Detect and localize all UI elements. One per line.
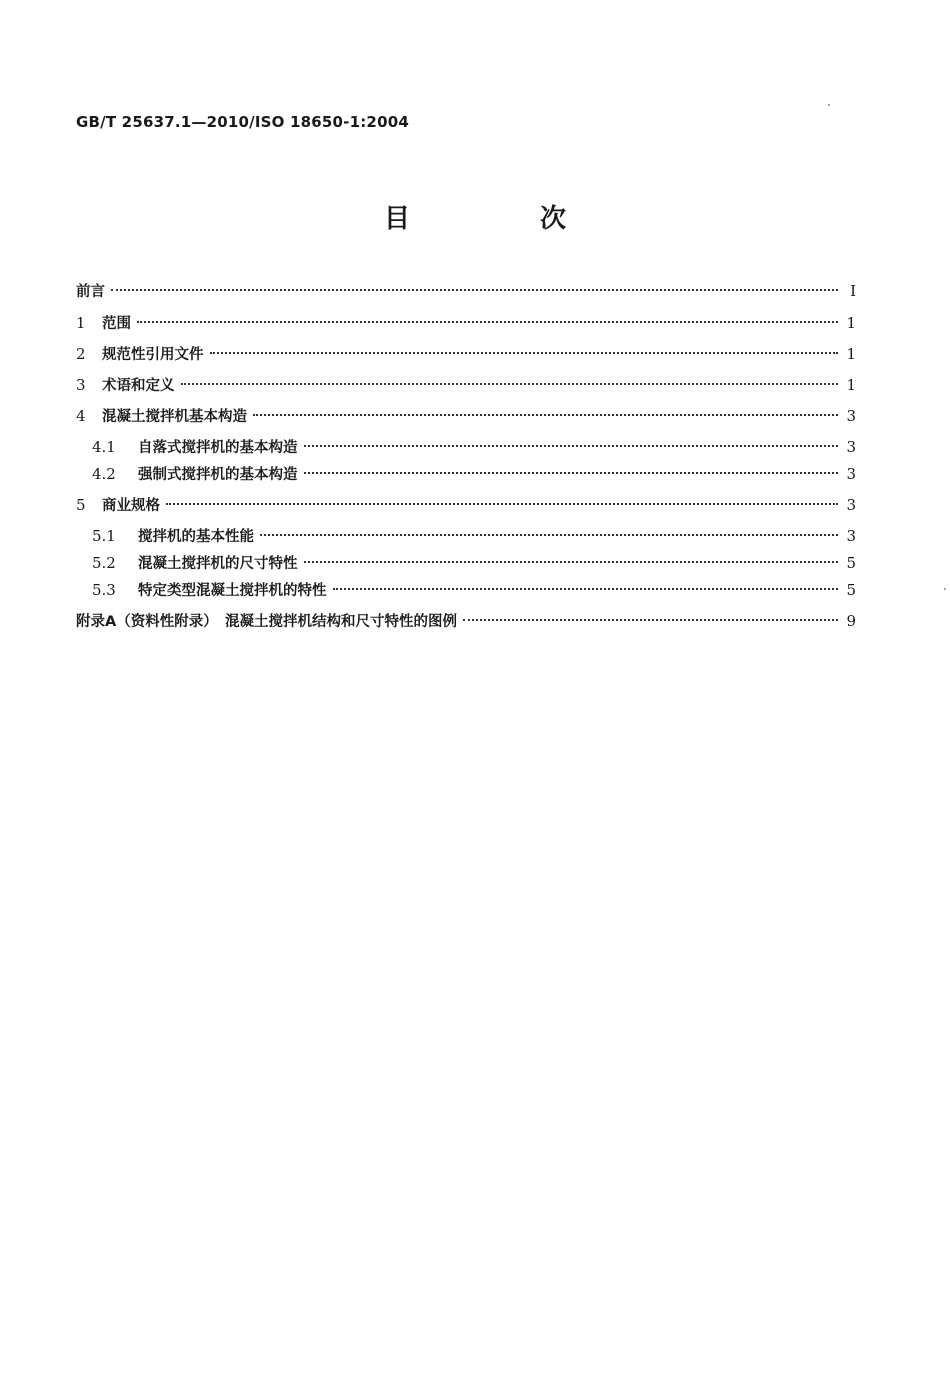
toc-leader	[210, 352, 839, 354]
toc-page-number: 1	[846, 345, 856, 363]
toc-entry-number: 5.2	[92, 554, 116, 572]
toc-leader	[260, 534, 838, 536]
toc-entry-number: 4.1	[92, 438, 116, 456]
page-title: 目 次	[383, 204, 618, 234]
toc-page-number: 9	[846, 612, 856, 630]
toc-entry[interactable]	[76, 312, 856, 334]
toc-leader	[166, 503, 838, 505]
toc-entry-number: 2	[76, 345, 86, 363]
toc-entry[interactable]	[76, 610, 856, 632]
toc-entry[interactable]	[92, 579, 856, 601]
toc-leader	[333, 588, 839, 590]
toc-page-number: 3	[846, 496, 856, 514]
toc-leader	[304, 472, 839, 474]
toc-entry[interactable]	[76, 405, 856, 427]
toc-entry[interactable]	[76, 280, 856, 302]
toc-page-number: 5	[846, 581, 856, 599]
toc-leader	[181, 383, 839, 385]
toc-page-number: 3	[846, 465, 856, 483]
toc-entry[interactable]	[92, 436, 856, 458]
toc-page-number: 3	[846, 438, 856, 456]
standard-number: GB/T 25637.1—2010/ISO 18650-1:2004	[76, 113, 409, 131]
toc-entry-label: 术语和定义	[102, 378, 175, 394]
toc-entry[interactable]	[92, 463, 856, 485]
toc-page-number: 3	[846, 407, 856, 425]
toc-page-number: Ⅰ	[850, 282, 856, 300]
toc-entry-label: 混凝土搅拌机基本构造	[102, 409, 247, 425]
toc-leader	[304, 445, 839, 447]
toc-entry-label: 前言	[76, 284, 105, 300]
toc-leader	[463, 619, 838, 621]
toc-leader	[111, 289, 838, 291]
toc-entry-label: 自落式搅拌机的基本构造	[138, 440, 298, 456]
toc-entry-label: 商业规格	[102, 498, 160, 514]
toc-entry-number: 5.3	[92, 581, 116, 599]
toc-entry[interactable]	[76, 374, 856, 396]
toc-entry-label: 强制式搅拌机的基本构造	[138, 467, 298, 483]
toc-page-number: 5	[846, 554, 856, 572]
toc-entry-number: 4.2	[92, 465, 116, 483]
toc-leader	[137, 321, 838, 323]
toc-leader	[304, 561, 839, 563]
toc-entry-label: 特定类型混凝土搅拌机的特性	[138, 583, 327, 599]
toc-entry-label: 范围	[102, 316, 131, 332]
toc-entry[interactable]	[92, 525, 856, 547]
toc-leader	[253, 414, 838, 416]
scan-speck	[944, 588, 946, 590]
toc-entry-number: 5.1	[92, 527, 116, 545]
toc-page-number: 3	[846, 527, 856, 545]
toc-page-number: 1	[846, 376, 856, 394]
toc-entry-number: 3	[76, 376, 86, 394]
toc-entry-label: 规范性引用文件	[102, 347, 204, 363]
toc-entry-number: 1	[76, 314, 86, 332]
toc-entry-label: 附录A（资料性附录） 混凝土搅拌机结构和尺寸特性的图例	[76, 614, 457, 630]
toc-page-number: 1	[846, 314, 856, 332]
toc-entry[interactable]	[92, 552, 856, 574]
scan-speck	[828, 104, 830, 106]
toc-entry-label: 搅拌机的基本性能	[138, 529, 254, 545]
toc-entry-number: 4	[76, 407, 86, 425]
toc-entry-number: 5	[76, 496, 86, 514]
toc-entry[interactable]	[76, 343, 856, 365]
toc-entry-label: 混凝土搅拌机的尺寸特性	[138, 556, 298, 572]
toc-entry[interactable]	[76, 494, 856, 516]
